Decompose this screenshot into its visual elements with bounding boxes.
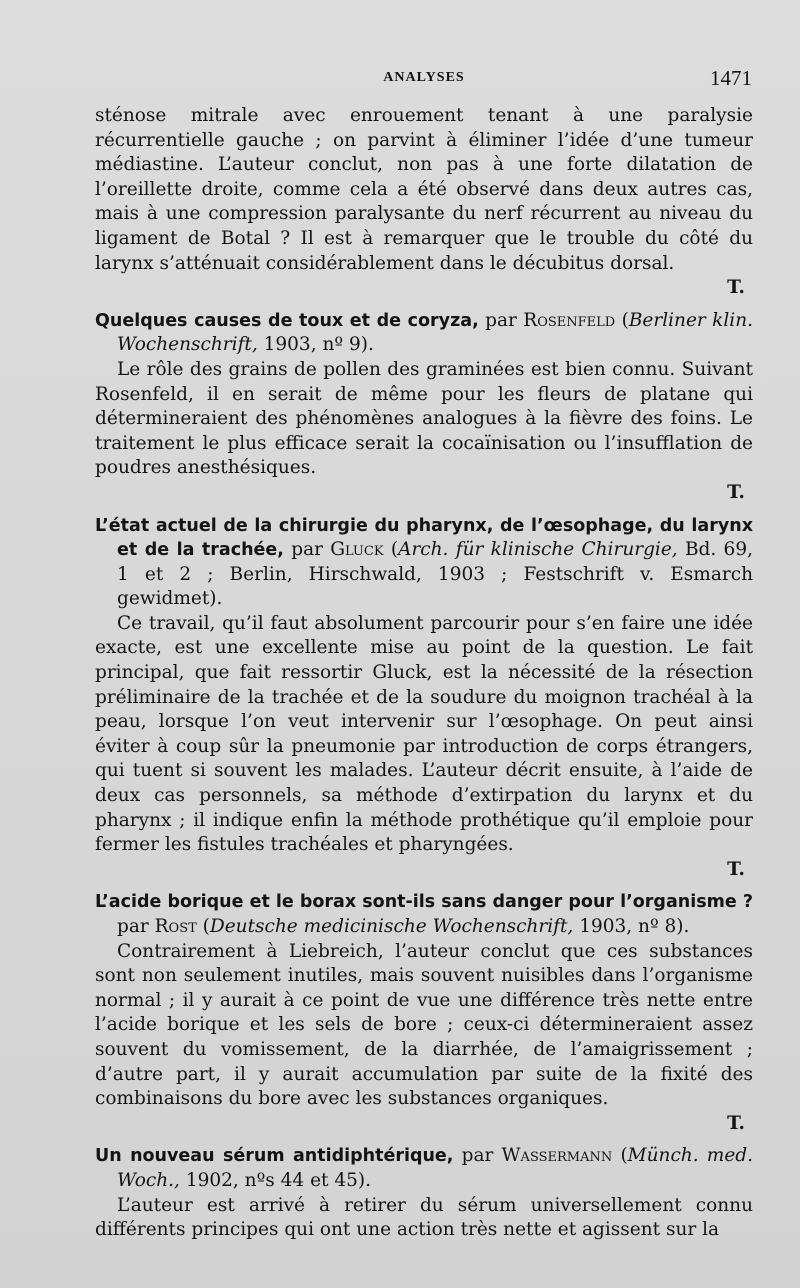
running-title: ANALYSES — [383, 70, 465, 85]
article-1-par: par — [478, 309, 524, 331]
page-number: 1471 — [710, 66, 752, 90]
article-4-citation-rest: 1902, nºs 44 et 45). — [179, 1169, 371, 1191]
intro-signature: T. — [727, 277, 745, 299]
article-2-citation: Arch. für klinische Chirurgie, — [398, 539, 678, 561]
article-4-citation-open: ( — [612, 1145, 628, 1167]
article-3-signature: T. — [727, 1112, 745, 1134]
article-3-heading — [95, 890, 753, 939]
article-1-citation: Berliner klin. Wochenschrift, — [117, 309, 753, 356]
text-block — [95, 104, 753, 1243]
article-4-author: Wassermann — [501, 1145, 613, 1167]
article-2-citation-open: ( — [383, 539, 399, 561]
article-1-signature: T. — [727, 481, 745, 503]
page-header — [96, 66, 752, 94]
article-3-citation-rest: 1903, nº 8). — [573, 916, 690, 937]
article-1-heading — [95, 309, 753, 358]
article-4-heading — [95, 1144, 753, 1193]
article-2-body: Ce travail, qu’il faut absolument parcourir pour s’en faire une idée exacte, est une excellente mise au point de la question. Le fait principal, que fait ressortir Gluck, est la nécessité de la résection préliminaire de la trachée et de la soudure du moignon trachéal à la peau, lorsque l’on veut intervenir sur l’œsophage. On peut ainsi éviter à coup sûr la pneumonie par introduction de corps étrangers, qui tuent si souvent les malades. L’auteur décrit ensuite, à l’aide de deux cas personnels, sa méthode d’extirpation du larynx et du pharynx ; il indique enfin la méthode prothétique qu’il emploie pour fermer les fistules trachéales et pharyngées. — [95, 612, 753, 856]
article-3-citation: Deutsche medicinische Wochenschrift, — [209, 916, 574, 937]
article-1-title: Quelques causes de toux et de coryza, — [95, 310, 479, 331]
article-2-par: par — [283, 539, 331, 561]
article-2-author: Gluck — [330, 539, 384, 561]
article-1-citation-rest: 1903, nº 9). — [257, 334, 374, 356]
article-3-author: Rost — [154, 916, 197, 937]
intro-paragraph: sténose mitrale avec enrouement tenant à une paralysie récurrentielle gauche ; on parvint à éliminer l’idée d’une tumeur médiastine. L’auteur conclut, non pas à une forte dilatation de l’oreillette droite, comme cela a été observé dans deux autres cas, mais à une compression paralysante du nerf récurrent au niveau du ligament de Botal ? Il est à remarquer que le trouble du côté du larynx s’atténuait considérablement dans le décubitus dorsal. — [95, 105, 753, 274]
article-4-citation: Münch. med. Woch., — [117, 1145, 753, 1191]
article-2-citation-rest: Bd. 69, 1 et 2 ; Berlin, Hirschwald, 1903 ; Festschrift v. Esmarch gewidmet). — [117, 539, 753, 610]
article-2-heading — [95, 514, 753, 612]
article-1-author: Rosenfeld — [523, 309, 616, 331]
article-4-par: par — [453, 1145, 502, 1167]
article-1-citation-open: ( — [615, 309, 629, 331]
article-3-body: Contrairement à Liebreich, l’auteur conclut que ces substances sont non seulement inutiles, mais souvent nuisibles dans l’organisme normal ; il y aurait à ce point de vue une différence très nette entre l’acide borique et les sels de bore ; ceux-ci détermineraient assez souvent du vomissement, de la diarrhée, de l’amaigrissement ; d’autre part, il y aurait accumulation par suite de la fixité des combinaisons du bore avec les substances organiques. — [95, 940, 753, 1110]
article-2-title: L’état actuel de la chirurgie du pharynx, de l’œsophage, du larynx et de la trachée, — [95, 515, 753, 561]
article-2-signature: T. — [727, 858, 745, 880]
article-1-body: Le rôle des grains de pollen des graminées est bien connu. Suivant Rosenfeld, il en serait de même pour les fleurs de platane qui détermineraient des phénomènes analogues à la fièvre des foins. Le traitement le plus efficace serait la cocaïnisation ou l’insufflation de poudres anesthésiques. — [95, 358, 753, 479]
article-3-citation-open: ( — [196, 916, 210, 937]
article-3-title: L’acide borique et le borax sont-ils sans danger pour l’organisme ? — [95, 892, 753, 913]
article-4-title: Un nouveau sérum antidiphtérique, — [95, 1146, 454, 1167]
article-3-par: par — [117, 916, 155, 937]
article-4-body: L’auteur est arrivé à retirer du sérum universellement connu différents principes qui ont une action très nette et agissent sur la — [95, 1194, 753, 1241]
